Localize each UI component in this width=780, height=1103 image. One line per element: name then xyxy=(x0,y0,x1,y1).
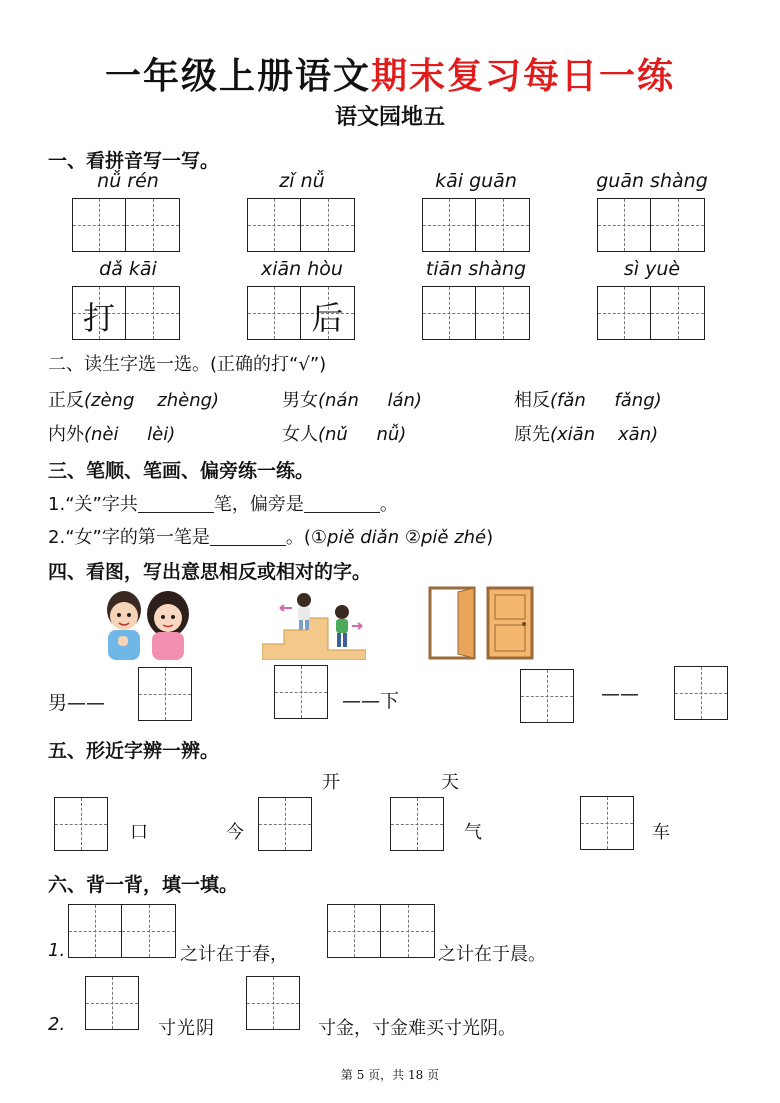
tianzige-box[interactable] xyxy=(476,198,530,252)
tianzige-box[interactable] xyxy=(327,904,381,958)
proverb-text: 寸金，寸金难买寸光阴。 xyxy=(318,1018,516,1039)
tianzige-pair[interactable] xyxy=(247,198,355,252)
doors-picture xyxy=(428,586,534,660)
page-title xyxy=(0,48,780,99)
open-door xyxy=(430,588,474,658)
tianzige-box[interactable] xyxy=(85,976,139,1030)
tianzige-box-answer[interactable] xyxy=(246,976,300,1030)
section-1-heading: 一、看拼音写一写。 xyxy=(48,150,220,172)
tianzige-box[interactable] xyxy=(390,797,444,851)
opposite-dash: —— xyxy=(601,683,639,705)
section-6-heading: 六、背一背，填一填。 xyxy=(48,874,239,896)
page-footer: 第 5 页，共 18 页 xyxy=(340,1068,440,1082)
tianzige-pair[interactable] xyxy=(72,198,180,252)
tianzige-box-answer[interactable] xyxy=(674,666,728,720)
opposite-left-label: 男—— xyxy=(48,692,106,714)
boy-figure xyxy=(107,591,141,660)
tianzige-pair[interactable] xyxy=(597,198,705,252)
pinyin-choice-item[interactable]: 正反(zèng zhèng) xyxy=(48,390,220,411)
section-4-heading: 四、看图，写出意思相反或相对的字。 xyxy=(48,561,372,583)
similar-char-hint: 天 xyxy=(441,772,459,793)
child-up-figure xyxy=(297,593,311,630)
tianzige-box[interactable] xyxy=(381,904,435,958)
tianzige-pair[interactable] xyxy=(247,286,355,340)
tianzige-pair[interactable] xyxy=(422,198,530,252)
printed-char: 打 xyxy=(82,299,115,337)
tianzige-box[interactable] xyxy=(258,797,312,851)
tianzige-box-answer[interactable] xyxy=(520,669,574,723)
child-down-figure xyxy=(335,605,349,647)
tianzige-box[interactable] xyxy=(520,669,574,723)
pinyin-choice-item[interactable]: 相反(fǎn fǎng) xyxy=(514,390,662,411)
tianzige-box[interactable] xyxy=(274,665,328,719)
tianzige-pair[interactable] xyxy=(327,904,435,958)
pinyin-choice-item[interactable]: 女人(nǔ nǚ) xyxy=(282,424,407,445)
tianzige-box[interactable] xyxy=(580,796,634,850)
tianzige-box[interactable] xyxy=(247,198,301,252)
page-subtitle: 语文园地五 xyxy=(334,104,445,130)
tianzige-box[interactable] xyxy=(422,198,476,252)
section-5-heading: 五、形近字辨一辨。 xyxy=(48,740,220,762)
pinyin-label: guān shàng xyxy=(596,170,708,192)
answer-blank[interactable] xyxy=(138,494,214,513)
tianzige-pair[interactable] xyxy=(68,904,176,958)
tianzige-box[interactable] xyxy=(301,198,355,252)
pinyin-choice-item[interactable]: 内外(nèi lèi) xyxy=(48,424,176,445)
tianzige-box[interactable] xyxy=(72,286,126,340)
answer-blank[interactable] xyxy=(210,527,286,546)
girl-figure xyxy=(147,591,189,660)
tianzige-box[interactable] xyxy=(122,904,176,958)
pinyin-label: kāi guān xyxy=(435,170,517,192)
pinyin-label: dǎ kāi xyxy=(99,258,157,280)
tianzige-box[interactable] xyxy=(138,667,192,721)
pinyin-label: xiān hòu xyxy=(261,258,343,280)
tianzige-box[interactable] xyxy=(72,198,126,252)
tianzige-box[interactable] xyxy=(301,286,355,340)
similar-char: 口 xyxy=(130,822,148,843)
section-3-heading: 三、笔顺、笔画、偏旁练一练。 xyxy=(48,460,315,482)
tianzige-box[interactable] xyxy=(247,286,301,340)
tianzige-box[interactable] xyxy=(476,286,530,340)
stroke-question-1: 1.“关”字共 笔，偏旁是 。 xyxy=(48,494,398,515)
pinyin-label: tiān shàng xyxy=(425,258,527,280)
printed-char: 后 xyxy=(311,299,344,337)
pinyin-choice-item[interactable]: 男女(nán lán) xyxy=(282,390,422,411)
tianzige-pair[interactable] xyxy=(72,286,180,340)
tianzige-box[interactable] xyxy=(674,666,728,720)
tianzige-box[interactable] xyxy=(597,286,651,340)
similar-char: 车 xyxy=(652,822,670,843)
pinyin-label: nǚ rén xyxy=(97,170,159,192)
similar-char: 气 xyxy=(464,822,482,843)
section-2-heading: 二、读生字选一选。(正确的打“√”) xyxy=(48,354,327,375)
tianzige-box-answer[interactable] xyxy=(274,665,328,719)
tianzige-box-answer[interactable] xyxy=(85,976,139,1030)
tianzige-box-answer[interactable] xyxy=(258,797,312,851)
proverb-text: 之计在于晨。 xyxy=(438,944,546,965)
proverb-text: 之计在于春， xyxy=(180,944,288,965)
answer-blank[interactable] xyxy=(304,494,380,513)
opposite-mid-label: ——下 xyxy=(342,690,400,712)
question-number: 2. xyxy=(48,1014,66,1035)
stairs-picture xyxy=(262,590,366,660)
tianzige-box[interactable] xyxy=(651,286,705,340)
similar-char: 今 xyxy=(226,822,244,843)
question-number: 1. xyxy=(48,940,66,961)
tianzige-box-answer[interactable] xyxy=(138,667,192,721)
similar-char-hint: 开 xyxy=(322,772,340,793)
tianzige-box-answer[interactable] xyxy=(54,797,108,851)
tianzige-pair[interactable] xyxy=(597,286,705,340)
tianzige-box[interactable] xyxy=(68,904,122,958)
closed-door xyxy=(488,588,532,658)
pinyin-choice-item[interactable]: 原先(xiān xān) xyxy=(514,424,659,445)
tianzige-box[interactable] xyxy=(422,286,476,340)
stroke-question-2: 2.“女”字的第一笔是 。(①piě diǎn ②piě zhé) xyxy=(48,527,494,548)
proverb-text: 寸光阴 xyxy=(158,1018,215,1039)
tianzige-box[interactable] xyxy=(246,976,300,1030)
tianzige-box[interactable] xyxy=(651,198,705,252)
title-black: 一年级上册语文 xyxy=(104,55,371,97)
tianzige-box[interactable] xyxy=(126,286,180,340)
tianzige-box-answer[interactable] xyxy=(580,796,634,850)
tianzige-pair[interactable] xyxy=(422,286,530,340)
tianzige-box[interactable] xyxy=(54,797,108,851)
tianzige-box[interactable] xyxy=(597,198,651,252)
boy-girl-picture xyxy=(96,588,196,660)
tianzige-box[interactable] xyxy=(126,198,180,252)
tianzige-box-answer[interactable] xyxy=(390,797,444,851)
pinyin-label: zǐ nǚ xyxy=(279,170,325,192)
pinyin-label: sì yuè xyxy=(623,258,681,280)
title-red: 期末复习每日一练 xyxy=(371,55,676,97)
